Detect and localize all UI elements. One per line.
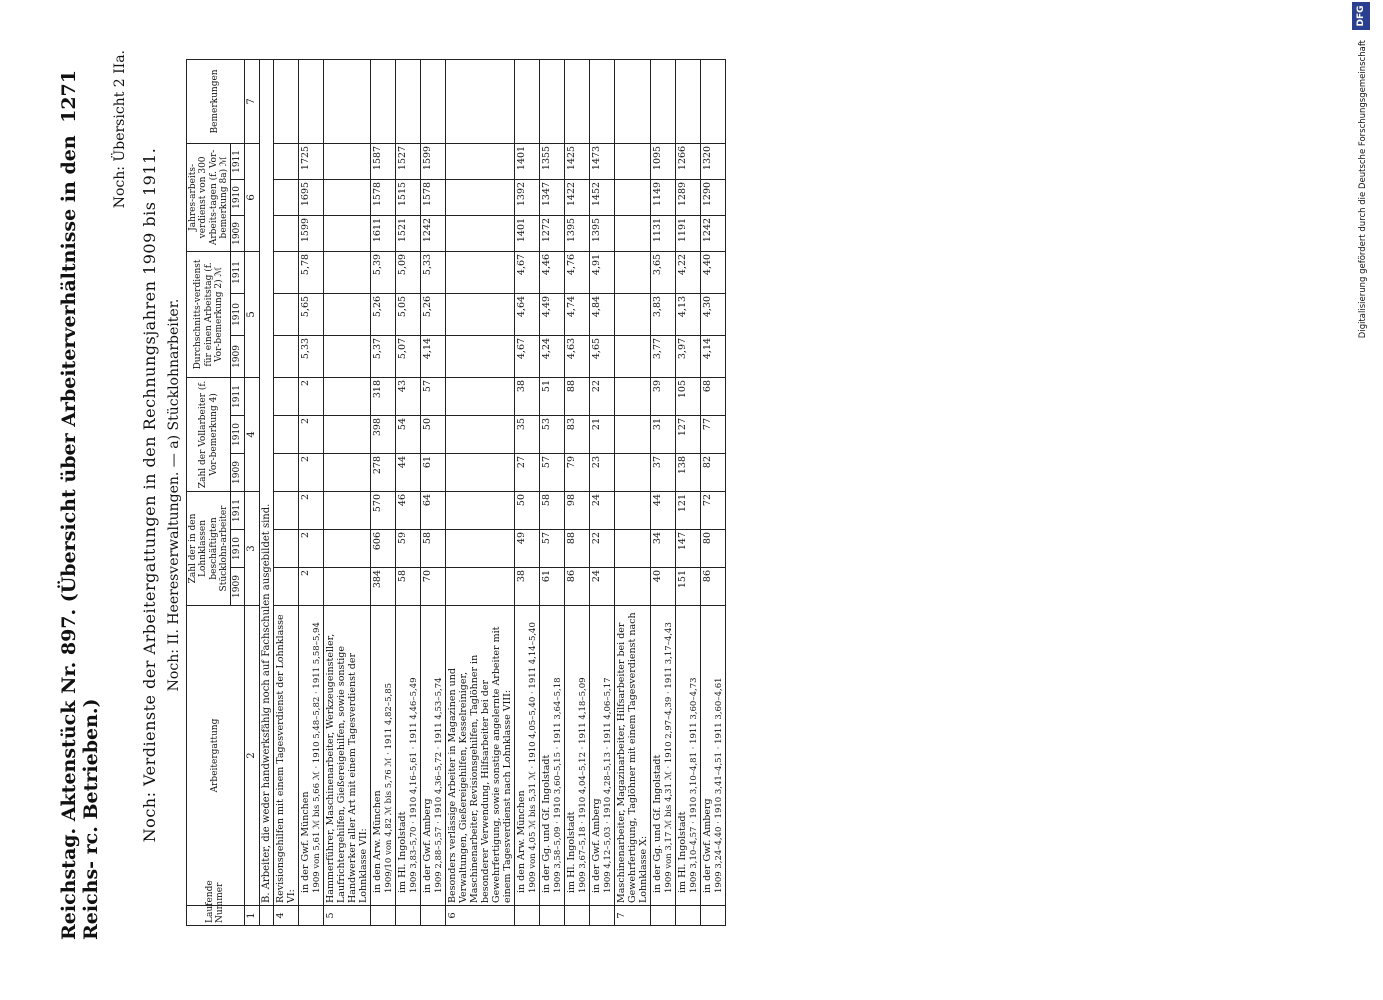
wage-range: 1909 3,24–4,40 · 1910 3,41–4,51 · 1911 3,60–4,61 — [713, 677, 724, 893]
location-cell — [395, 606, 420, 906]
row-number: 6 — [445, 906, 514, 926]
value-cell: 83 — [564, 415, 589, 453]
value-cell: 4,49 — [539, 293, 564, 335]
row-number: 4 — [273, 906, 298, 926]
location-cell — [370, 606, 395, 906]
year-header: 1911 — [231, 377, 244, 415]
value-cell: 1578 — [370, 179, 395, 215]
value-cell: 5,37 — [370, 335, 395, 377]
value-cell: 4,63 — [564, 335, 589, 377]
remarks-cell — [420, 59, 445, 143]
value-cell: 34 — [650, 530, 675, 568]
value-cell: 1320 — [700, 143, 725, 179]
value-cell: 5,09 — [395, 251, 420, 293]
value-cell: 58 — [395, 568, 420, 606]
value-cell: 79 — [564, 453, 589, 491]
value-cell: 58 — [420, 530, 445, 568]
value-cell: 1452 — [589, 179, 614, 215]
value-cell: 1242 — [420, 215, 445, 251]
column-number: 2 — [244, 606, 259, 906]
value-cell: 127 — [675, 415, 700, 453]
value-cell: 38 — [514, 568, 539, 606]
wage-range: 1909 von 4,05 ℳ bis 5,31 ℳ · 1910 4,05–5,40 · 1911 4,14–5,40 — [527, 622, 538, 893]
value-cell: 1521 — [395, 215, 420, 251]
location-cell — [589, 606, 614, 906]
value-cell: 24 — [589, 491, 614, 529]
table-body — [259, 59, 725, 925]
remarks-cell — [589, 59, 614, 143]
remarks-cell — [650, 59, 675, 143]
remarks-cell — [514, 59, 539, 143]
group-title: Revisionsgehilfen mit einem Tagesverdienst der Lohnklasse VI: — [273, 606, 298, 906]
col-header-worker-type: Arbeitergattung — [187, 606, 245, 906]
value-cell: 318 — [370, 377, 395, 415]
year-header: 1910 — [231, 530, 244, 568]
value-cell: 1473 — [589, 143, 614, 179]
group-heading-row — [614, 59, 650, 925]
value-cell: 49 — [514, 530, 539, 568]
remarks-cell — [395, 59, 420, 143]
year-header: 1911 — [231, 491, 244, 529]
overview-reference: Noch: Übersicht 2 IIa. — [112, 50, 128, 209]
value-cell: 22 — [589, 377, 614, 415]
col-header-piece-workers: Zahl der in den Lohnklassen beschäftigten Stücklohn-arbeiter — [187, 491, 231, 605]
value-cell: 23 — [589, 453, 614, 491]
col-header-remarks: Bemerkungen — [187, 59, 245, 143]
location-cell — [514, 606, 539, 906]
location-cell — [564, 606, 589, 906]
value-cell: 3,83 — [650, 293, 675, 335]
value-cell: 4,64 — [514, 293, 539, 335]
table-row — [650, 59, 675, 925]
value-cell: 86 — [700, 568, 725, 606]
value-cell: 121 — [675, 491, 700, 529]
value-cell: 35 — [514, 415, 539, 453]
value-cell: 1355 — [539, 143, 564, 179]
value-cell: 40 — [650, 568, 675, 606]
value-cell: 1422 — [564, 179, 589, 215]
column-number: 4 — [244, 377, 259, 491]
value-cell: 37 — [650, 453, 675, 491]
location-label: in der Gwf. München — [299, 791, 311, 893]
row-number: 5 — [323, 906, 370, 926]
value-cell: 278 — [370, 453, 395, 491]
value-cell: 1527 — [395, 143, 420, 179]
value-cell: 1587 — [370, 143, 395, 179]
table-row — [514, 59, 539, 925]
page-number: 1271 — [58, 70, 80, 123]
value-cell: 4,46 — [539, 251, 564, 293]
location-cell — [420, 606, 445, 906]
value-cell: 38 — [514, 377, 539, 415]
location-cell — [675, 606, 700, 906]
value-cell: 4,67 — [514, 251, 539, 293]
earnings-table — [186, 59, 726, 926]
value-cell: 57 — [420, 377, 445, 415]
value-cell: 1611 — [370, 215, 395, 251]
value-cell: 2 — [298, 377, 323, 415]
year-header: 1909 — [231, 215, 244, 251]
value-cell: 54 — [395, 415, 420, 453]
value-cell: 5,26 — [420, 293, 445, 335]
year-header: 1909 — [231, 568, 244, 606]
page-header — [58, 70, 102, 940]
value-cell: 21 — [589, 415, 614, 453]
value-cell: 151 — [675, 568, 700, 606]
year-header: 1909 — [231, 453, 244, 491]
value-cell: 1578 — [420, 179, 445, 215]
table-row — [298, 59, 323, 925]
section-row — [259, 59, 273, 925]
value-cell: 2 — [298, 568, 323, 606]
value-cell: 27 — [514, 453, 539, 491]
location-cell — [650, 606, 675, 906]
group-title: Maschinenarbeiter, Magazinarbeiter, Hilfsarbeiter bei der Gewehrfertigung, Taglöhner mit einem Tagesverdienst nach Lohnklasse X: — [614, 606, 650, 906]
column-number: 1 — [244, 906, 259, 926]
location-label: im Hl. Ingolstadt — [676, 811, 688, 893]
year-header: 1910 — [231, 293, 244, 335]
value-cell: 86 — [564, 568, 589, 606]
value-cell: 4,22 — [675, 251, 700, 293]
header-row — [187, 59, 231, 925]
table-title: Noch: Verdienste der Arbeitergattungen in den Rechnungsjahren 1909 bis 1911. — [140, 147, 159, 843]
value-cell: 77 — [700, 415, 725, 453]
wage-range: 1909/10 von 4,82 ℳ bis 5,76 ℳ · 1911 4,82–5,85 — [383, 682, 394, 893]
remarks-cell — [564, 59, 589, 143]
value-cell: 5,26 — [370, 293, 395, 335]
value-cell: 24 — [589, 568, 614, 606]
value-cell: 1599 — [420, 143, 445, 179]
section-heading: B. Arbeiter, die weder handwerksfähig noch auf Fachschulen ausgebildet sind. — [259, 59, 273, 905]
value-cell: 1131 — [650, 215, 675, 251]
value-cell: 82 — [700, 453, 725, 491]
year-header: 1911 — [231, 143, 244, 179]
wage-range: 1909 2,88–5,57 · 1910 4,36–5,72 · 1911 4,53–5,74 — [433, 677, 444, 893]
value-cell: 1289 — [675, 179, 700, 215]
value-cell: 5,07 — [395, 335, 420, 377]
value-cell: 1392 — [514, 179, 539, 215]
location-cell — [700, 606, 725, 906]
value-cell: 1242 — [700, 215, 725, 251]
value-cell: 398 — [370, 415, 395, 453]
col-header-full-workers: Zahl der Vollarbeiter (f. Vor-bemerkung 4) — [187, 377, 231, 491]
value-cell: 5,65 — [298, 293, 323, 335]
value-cell: 2 — [298, 415, 323, 453]
value-cell: 61 — [539, 568, 564, 606]
value-cell: 1425 — [564, 143, 589, 179]
value-cell: 5,05 — [395, 293, 420, 335]
table-subtitle: Noch: II. Heeresverwaltungen. — a) Stücklohnarbeiter. — [166, 298, 182, 692]
value-cell: 2 — [298, 491, 323, 529]
wage-range: 1909 3,67–5,18 · 1910 4,04–5,12 · 1911 4,18–5,09 — [577, 677, 588, 893]
value-cell: 70 — [420, 568, 445, 606]
value-cell: 1395 — [589, 215, 614, 251]
value-cell: 4,13 — [675, 293, 700, 335]
value-cell: 31 — [650, 415, 675, 453]
row-number: 7 — [614, 906, 650, 926]
year-header: 1910 — [231, 415, 244, 453]
location-label: in der Gg. und Gf. Ingolstadt — [651, 754, 663, 893]
value-cell: 1695 — [298, 179, 323, 215]
location-label: in der Gwf. Amberg — [701, 798, 713, 893]
column-number: 6 — [244, 143, 259, 251]
value-cell: 5,78 — [298, 251, 323, 293]
value-cell: 50 — [514, 491, 539, 529]
value-cell: 51 — [539, 377, 564, 415]
table-row — [589, 59, 614, 925]
value-cell: 72 — [700, 491, 725, 529]
value-cell: 138 — [675, 453, 700, 491]
value-cell: 4,14 — [420, 335, 445, 377]
group-title: Hammerführer, Maschinenarbeiter, Werkzeugeinsteller, Laufrichtergehilfen, Gießereigehilfen, sowie sonstige Handwerker aller Art mit einem Tagesverdienst der Lohnklasse VII: — [323, 606, 370, 906]
wage-range: 1909 von 5,61 ℳ bis 5,66 ℳ · 1910 5,48–5,82 · 1911 5,58–5,94 — [311, 622, 322, 893]
value-cell: 1272 — [539, 215, 564, 251]
table-row — [370, 59, 395, 925]
value-cell: 4,84 — [589, 293, 614, 335]
dfg-logo: DFG — [1352, 2, 1370, 30]
remarks-cell — [298, 59, 323, 143]
col-header-daily-average: Durchschnitts-verdienst für einen Arbeitstag (f. Vor-bemerkung 2) ℳ — [187, 251, 231, 377]
value-cell: 1401 — [514, 143, 539, 179]
value-cell: 46 — [395, 491, 420, 529]
remarks-cell — [539, 59, 564, 143]
column-number: 7 — [244, 59, 259, 143]
value-cell: 61 — [420, 453, 445, 491]
value-cell: 68 — [700, 377, 725, 415]
year-header: 1911 — [231, 251, 244, 293]
year-header: 1910 — [231, 179, 244, 215]
col-header-number: Laufende Nummer — [187, 906, 245, 926]
value-cell: 39 — [650, 377, 675, 415]
value-cell: 57 — [539, 453, 564, 491]
value-cell: 147 — [675, 530, 700, 568]
value-cell: 4,14 — [700, 335, 725, 377]
value-cell: 5,33 — [298, 335, 323, 377]
group-title: Besonders verlässige Arbeiter in Magazinen und Verwaltungen, Gießereigehilfen, Kesselreiniger, Maschinenarbeiter, Revisionsgehilfen, Taglöhner in besonderer Verwendung, Hilfsarbeiter bei der Gewehrfertigung, sowie sonstige angelernte Arbeiter mit einem Tagesverdienst nach Lohnklasse VIII: — [445, 606, 514, 906]
value-cell: 44 — [395, 453, 420, 491]
value-cell: 80 — [700, 530, 725, 568]
location-cell — [539, 606, 564, 906]
value-cell: 384 — [370, 568, 395, 606]
location-label: in der Gwf. Amberg — [421, 798, 433, 893]
group-heading-row — [323, 59, 370, 925]
value-cell: 4,67 — [514, 335, 539, 377]
value-cell: 4,40 — [700, 251, 725, 293]
table-row — [395, 59, 420, 925]
value-cell: 1290 — [700, 179, 725, 215]
value-cell: 570 — [370, 491, 395, 529]
col-header-annual-earnings: Jahres-arbeits-verdienst von 300 Arbeits-tagen (f. Vor-bemerkung 8a) ℳ — [187, 143, 231, 251]
value-cell: 2 — [298, 530, 323, 568]
value-cell: 4,65 — [589, 335, 614, 377]
value-cell: 3,77 — [650, 335, 675, 377]
value-cell: 43 — [395, 377, 420, 415]
location-label: in den Arw. München — [371, 790, 383, 893]
value-cell: 88 — [564, 377, 589, 415]
value-cell: 64 — [420, 491, 445, 529]
table-row — [564, 59, 589, 925]
table-row — [675, 59, 700, 925]
value-cell: 88 — [564, 530, 589, 568]
value-cell: 1347 — [539, 179, 564, 215]
value-cell: 4,74 — [564, 293, 589, 335]
value-cell: 1095 — [650, 143, 675, 179]
wage-range: 1909 4,12–5,03 · 1910 4,28–5,13 · 1911 4,06–5,17 — [602, 677, 613, 893]
wage-range: 1909 3,58–5,09 · 1910 3,60–5,15 · 1911 3,64–5,18 — [552, 677, 563, 893]
value-cell: 1599 — [298, 215, 323, 251]
value-cell: 2 — [298, 453, 323, 491]
column-number: 3 — [244, 491, 259, 605]
value-cell: 3,65 — [650, 251, 675, 293]
header-title: Reichstag. Aktenstück Nr. 897. (Übersicht über Arbeiterverhältnisse in den Reichs- rc. Betrieben.) — [58, 135, 102, 940]
location-label: im Hl. Ingolstadt — [396, 811, 408, 893]
wage-range: 1909 von 3,17 ℳ bis 4,31 ℳ · 1910 2,97–4,39 · 1911 3,17–4,43 — [663, 622, 674, 893]
value-cell: 4,91 — [589, 251, 614, 293]
value-cell: 3,97 — [675, 335, 700, 377]
location-label: in der Gg. und Gf. Ingolstadt — [540, 754, 552, 893]
remarks-cell — [370, 59, 395, 143]
value-cell: 1395 — [564, 215, 589, 251]
wage-range: 1909 3,10–4,57 · 1910 3,10–4,81 · 1911 3,60–4,73 — [688, 677, 699, 893]
digitization-note: Digitalisierung gefördert durch die Deutsche Forschungsgemeinschaft — [1358, 40, 1368, 339]
location-label: im Hl. Ingolstadt — [565, 811, 577, 893]
group-heading-row — [445, 59, 514, 925]
column-number: 5 — [244, 251, 259, 377]
value-cell: 5,39 — [370, 251, 395, 293]
group-heading-row — [273, 59, 298, 925]
value-cell: 22 — [589, 530, 614, 568]
wage-range: 1909 3,83–5,70 · 1910 4,16–5,61 · 1911 4,46–5,49 — [408, 677, 419, 893]
value-cell: 4,76 — [564, 251, 589, 293]
value-cell: 44 — [650, 491, 675, 529]
value-cell: 1149 — [650, 179, 675, 215]
location-label: in der Gwf. Amberg — [590, 798, 602, 893]
location-label: in den Arw. München — [515, 790, 527, 893]
value-cell: 58 — [539, 491, 564, 529]
value-cell: 105 — [675, 377, 700, 415]
value-cell: 98 — [564, 491, 589, 529]
value-cell: 606 — [370, 530, 395, 568]
value-cell: 1515 — [395, 179, 420, 215]
column-number-row — [244, 59, 259, 925]
value-cell: 1266 — [675, 143, 700, 179]
value-cell: 59 — [395, 530, 420, 568]
value-cell: 50 — [420, 415, 445, 453]
location-cell — [298, 606, 323, 906]
value-cell: 1401 — [514, 215, 539, 251]
value-cell: 1191 — [675, 215, 700, 251]
value-cell: 1725 — [298, 143, 323, 179]
value-cell: 5,33 — [420, 251, 445, 293]
remarks-cell — [700, 59, 725, 143]
value-cell: 4,24 — [539, 335, 564, 377]
table-row — [700, 59, 725, 925]
table-row — [539, 59, 564, 925]
value-cell: 57 — [539, 530, 564, 568]
year-header: 1909 — [231, 335, 244, 377]
remarks-cell — [675, 59, 700, 143]
table-row — [420, 59, 445, 925]
value-cell: 4,30 — [700, 293, 725, 335]
value-cell: 53 — [539, 415, 564, 453]
